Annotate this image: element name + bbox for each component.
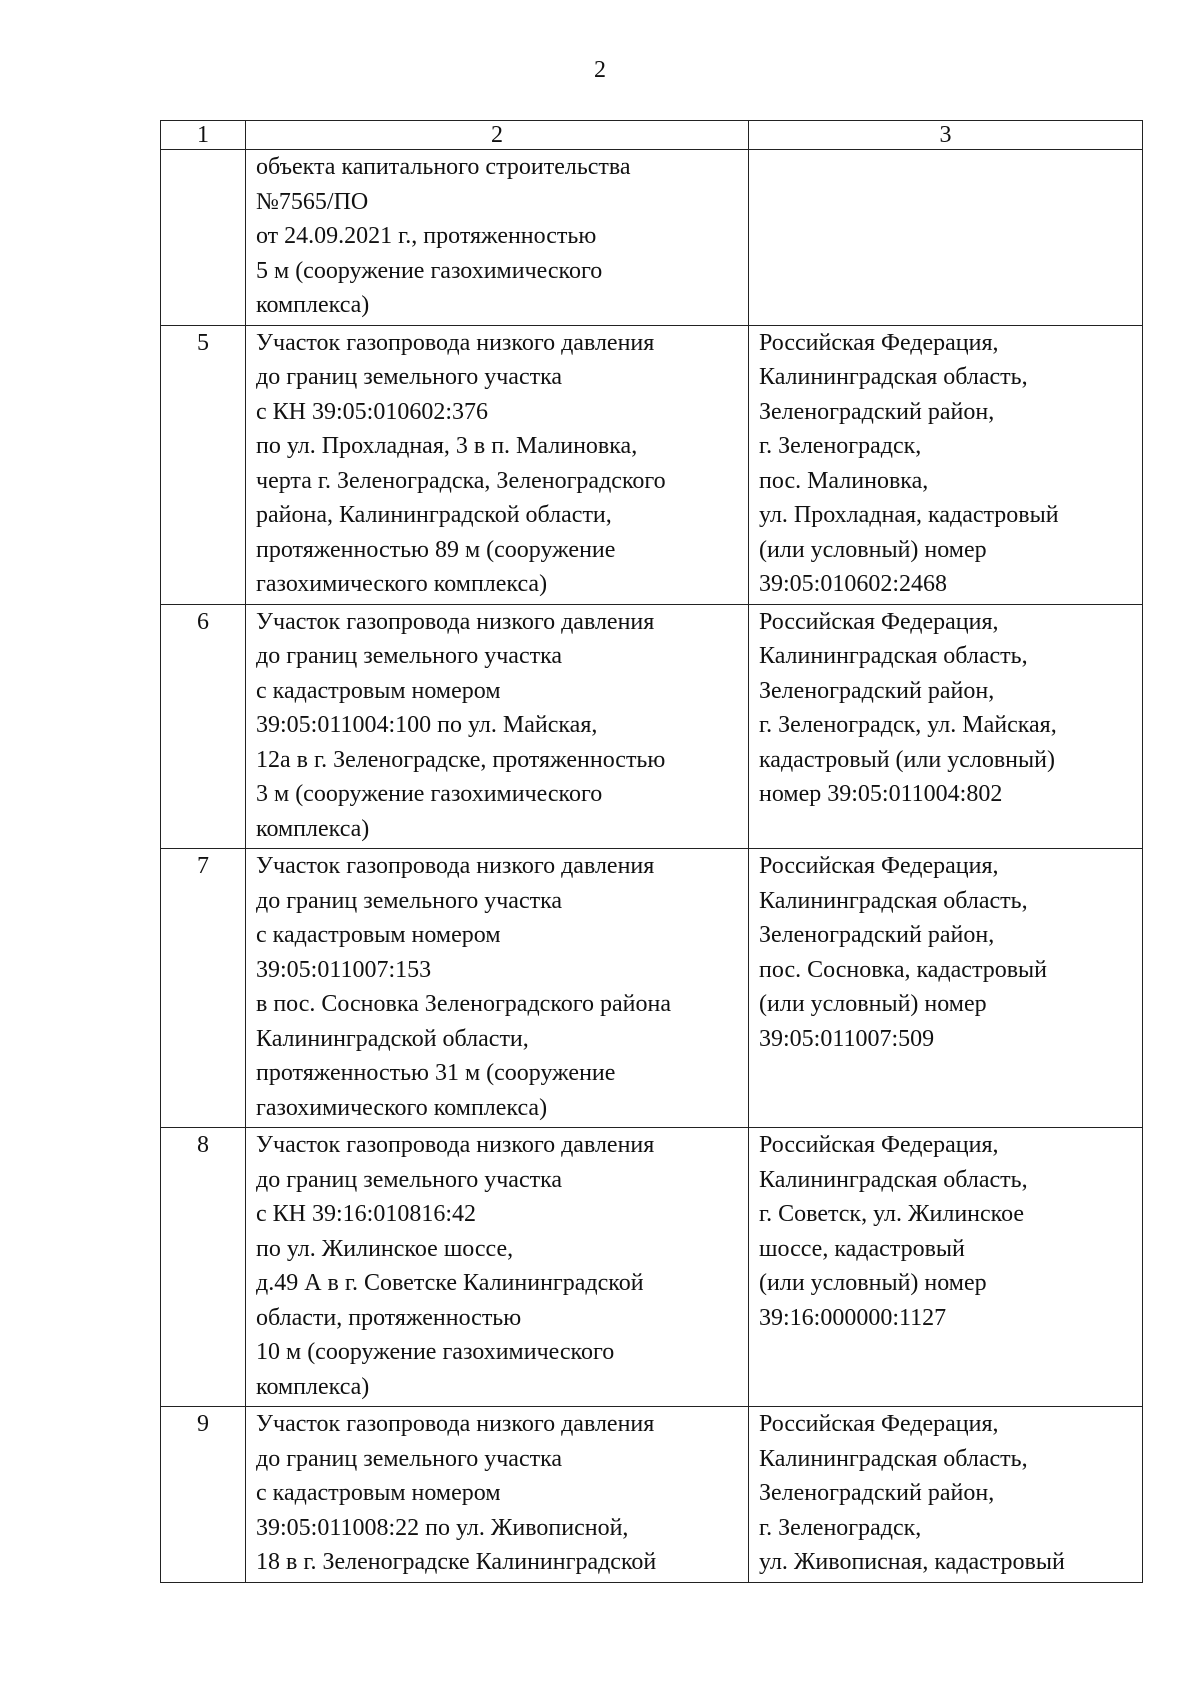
table-row	[161, 325, 1143, 604]
objects-table	[160, 120, 1143, 1583]
address-line: (или условный) номер	[759, 1270, 987, 1296]
address-line: г. Зеленоградск, ул. Майская,	[759, 712, 1057, 738]
row-number-cell	[161, 150, 246, 326]
address-cell	[749, 325, 1143, 604]
description-line: с КН 39:16:010816:42	[256, 1201, 476, 1227]
page-number: 2	[594, 57, 606, 83]
header-col-2: 2	[246, 121, 749, 150]
address-line: г. Зеленоградск,	[759, 1514, 922, 1541]
description-line: 3 м (сооружение газохимического	[256, 781, 603, 807]
description-line: Участок газопровода низкого давления	[256, 329, 655, 356]
address-cell	[749, 1407, 1143, 1583]
address-line: Калининградская область,	[759, 643, 1028, 669]
description-line: 5 м (сооружение газохимического	[256, 257, 603, 284]
address-line: Калининградская область,	[759, 1166, 1028, 1193]
description-line: области, протяженностью	[256, 1304, 522, 1331]
description-line: по ул. Прохладная, 3 в п. Малиновка,	[256, 433, 638, 459]
address-line: пос. Малиновка,	[759, 467, 929, 494]
description-line: черта г. Зеленоградска, Зеленоградского	[256, 467, 666, 494]
description-line: объекта капитального строительства	[256, 154, 631, 180]
description-cell	[246, 849, 749, 1128]
address-line: ул. Живописная, кадастровый	[759, 1549, 1065, 1575]
address-line: (или условный) номер	[759, 991, 987, 1017]
description-line: с кадастровым номером	[256, 677, 501, 704]
description-line: Участок газопровода низкого давления	[256, 1132, 655, 1158]
address-cell	[749, 604, 1143, 849]
description-line: Калининградской области,	[256, 1025, 529, 1052]
description-line: №7565/ПО	[256, 188, 369, 215]
table-row	[161, 1128, 1143, 1407]
description-line: 12а в г. Зеленоградске, протяженностью	[256, 746, 666, 773]
description-line: 10 м (сооружение газохимического	[256, 1339, 615, 1365]
description-line: 39:05:011007:153	[256, 956, 432, 983]
address-line: 39:05:011007:509	[759, 1025, 935, 1052]
row-number-cell: 5	[161, 325, 246, 604]
description-line: Участок газопровода низкого давления	[256, 608, 655, 635]
table-row	[161, 1407, 1143, 1583]
description-cell	[246, 150, 749, 326]
description-line: до границ земельного участка	[256, 1445, 563, 1472]
description-line: газохимического комплекса)	[256, 1094, 548, 1121]
description-line: до границ земельного участка	[256, 1166, 563, 1193]
address-line: Российская Федерация,	[759, 1411, 999, 1437]
address-line: номер 39:05:011004:802	[759, 781, 1003, 807]
description-cell	[246, 1128, 749, 1407]
address-line: г. Советск, ул. Жилинское	[759, 1201, 1025, 1227]
header-col-3: 3	[749, 121, 1143, 150]
address-line: Калининградская область,	[759, 887, 1028, 914]
address-line: Российская Федерация,	[759, 329, 999, 356]
address-line: г. Зеленоградск,	[759, 433, 922, 459]
row-number-cell: 9	[161, 1407, 246, 1583]
address-cell	[749, 150, 1143, 326]
address-line: Российская Федерация,	[759, 608, 999, 635]
description-line: района, Калининградской области,	[256, 502, 612, 528]
address-line: пос. Сосновка, кадастровый	[759, 956, 1048, 983]
description-line: протяженностью 31 м (сооружение	[256, 1060, 616, 1086]
description-line: газохимического комплекса)	[256, 571, 548, 597]
description-cell	[246, 325, 749, 604]
description-line: с кадастровым номером	[256, 1480, 501, 1506]
description-line: комплекса)	[256, 815, 370, 842]
table-row	[161, 849, 1143, 1128]
description-line: комплекса)	[256, 1373, 370, 1400]
description-line: в пос. Сосновка Зеленоградского района	[256, 991, 671, 1017]
address-line: ул. Прохладная, кадастровый	[759, 502, 1059, 528]
table-row	[161, 150, 1143, 326]
address-line: 39:05:010602:2468	[759, 571, 948, 597]
table-header-row	[161, 121, 1143, 150]
description-cell	[246, 604, 749, 849]
row-number-cell: 8	[161, 1128, 246, 1407]
address-line: Российская Федерация,	[759, 1132, 999, 1158]
description-line: Участок газопровода низкого давления	[256, 1411, 655, 1437]
description-cell	[246, 1407, 749, 1583]
description-line: Участок газопровода низкого давления	[256, 853, 655, 879]
description-line: комплекса)	[256, 292, 370, 318]
address-line: Калининградская область,	[759, 364, 1028, 390]
description-line: с КН 39:05:010602:376	[256, 398, 488, 425]
address-line: шоссе, кадастровый	[759, 1235, 965, 1262]
address-line: Калининградская область,	[759, 1445, 1028, 1472]
address-line: (или условный) номер	[759, 536, 987, 563]
address-line: 39:16:000000:1127	[759, 1304, 947, 1331]
table-row	[161, 604, 1143, 849]
description-line: до границ земельного участка	[256, 643, 563, 669]
address-line: Зеленоградский район,	[759, 922, 995, 948]
description-line: по ул. Жилинское шоссе,	[256, 1235, 514, 1262]
address-line: Зеленоградский район,	[759, 677, 995, 704]
description-line: до границ земельного участка	[256, 887, 563, 914]
description-line: до границ земельного участка	[256, 364, 563, 390]
description-line: с кадастровым номером	[256, 922, 501, 948]
header-col-1: 1	[161, 121, 246, 150]
address-line: Зеленоградский район,	[759, 398, 995, 425]
row-number-cell: 7	[161, 849, 246, 1128]
description-line: 18 в г. Зеленоградске Калининградской	[256, 1549, 657, 1575]
address-line: кадастровый (или условный)	[759, 746, 1055, 773]
description-line: от 24.09.2021 г., протяженностью	[256, 223, 597, 249]
description-line: протяженностью 89 м (сооружение	[256, 536, 616, 563]
description-line: 39:05:011004:100 по ул. Майская,	[256, 712, 598, 738]
row-number-cell: 6	[161, 604, 246, 849]
description-line: 39:05:011008:22 по ул. Живописной,	[256, 1514, 629, 1541]
address-cell	[749, 849, 1143, 1128]
description-line: д.49 А в г. Советске Калининградской	[256, 1270, 644, 1296]
address-line: Зеленоградский район,	[759, 1480, 995, 1506]
address-line: Российская Федерация,	[759, 853, 999, 879]
address-cell	[749, 1128, 1143, 1407]
